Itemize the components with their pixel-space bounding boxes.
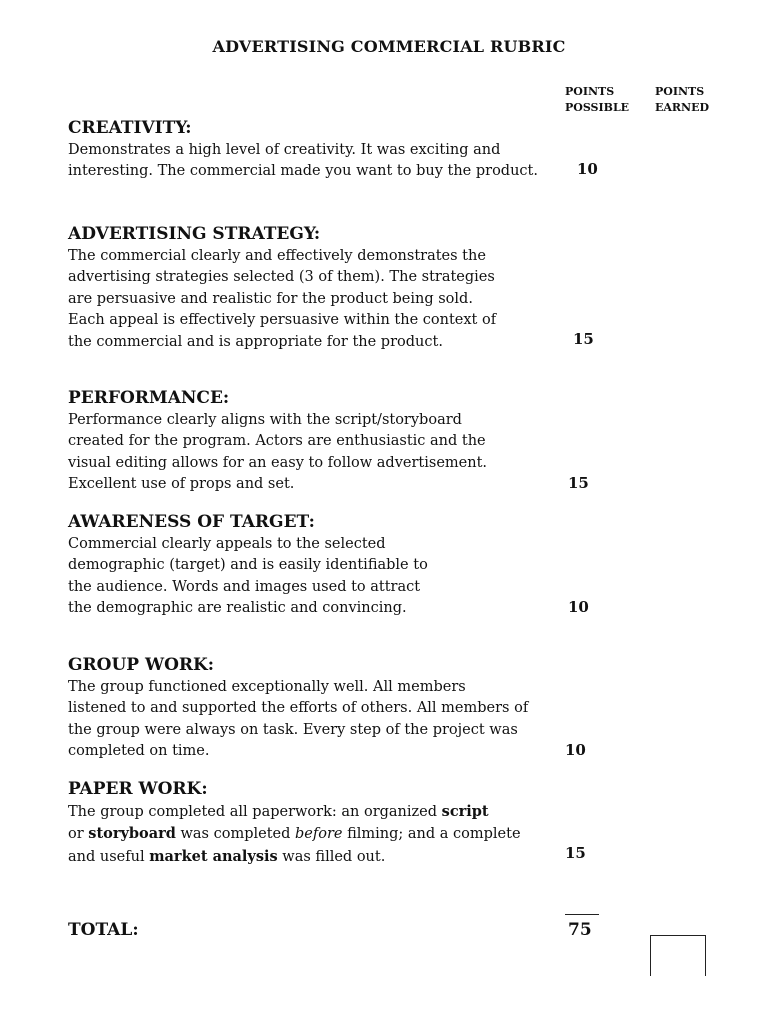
points-paper-work: 15 [565, 844, 586, 862]
section-line: listened to and supported the efforts of others. All members of [68, 700, 529, 717]
section-advertising-strategy [68, 222, 558, 353]
total-value: 75 [568, 920, 592, 940]
section-heading: PAPER WORK: [68, 779, 208, 799]
section-line: are persuasive and realistic for the product being sold. [68, 290, 473, 307]
section-line: Commercial clearly appeals to the selected [68, 536, 386, 552]
section-awareness-of-target [68, 510, 558, 620]
section-paper-work [68, 777, 558, 868]
section-heading: PERFORMANCE: [68, 388, 230, 408]
section-line: created for the program. Actors are enthusiastic and the [68, 433, 486, 450]
section-line: completed on time. [68, 743, 210, 760]
section-group-work [68, 653, 558, 763]
section-line: demographic (target) and is easily identifiable to [68, 557, 428, 574]
section-line: Excellent use of props and set. [68, 476, 295, 493]
section-line: The group completed all paperwork: an organized script [68, 803, 489, 820]
total-label: TOTAL: [68, 920, 139, 940]
points-awareness-of-target: 10 [568, 598, 589, 616]
points-possible-header: POINTS POSSIBLE [565, 85, 630, 114]
section-line: or storyboard was completed before filming; and a complete [68, 825, 521, 843]
section-line: The group functioned exceptionally well. All members [68, 679, 466, 695]
section-line: Each appeal is effectively persuasive within the context of [68, 312, 497, 329]
section-line: the commercial and is appropriate for the product. [68, 333, 443, 350]
section-performance [68, 386, 558, 496]
section-line: the audience. Words and images used to attract [68, 578, 421, 595]
section-heading: AWARENESS OF TARGET: [68, 512, 315, 532]
section-heading: GROUP WORK: [68, 655, 215, 675]
section-line: Demonstrates a high level of creativity. It was exciting and [68, 142, 501, 158]
section-line: advertising strategies selected (3 of them). The strategies [68, 269, 495, 286]
section-line: the group were always on task. Every step of the project was [68, 721, 518, 738]
section-line: visual editing allows for an easy to follow advertisement. [68, 454, 488, 471]
section-line: the demographic are realistic and convincing. [68, 600, 407, 617]
document-title: ADVERTISING COMMERCIAL RUBRIC [212, 37, 566, 56]
section-line: The commercial clearly and effectively demonstrates the [68, 248, 486, 264]
section-line: and useful market analysis was filled out. [68, 847, 386, 865]
points-advertising-strategy: 15 [573, 330, 594, 348]
points-creativity: 10 [577, 160, 598, 178]
section-line: interesting. The commercial made you want to buy the product. [68, 163, 538, 180]
total-underline [565, 914, 599, 915]
section-line: Performance clearly aligns with the script/storyboard [68, 412, 462, 428]
points-performance: 15 [568, 474, 589, 492]
section-heading: CREATIVITY: [68, 118, 192, 138]
points-group-work: 10 [565, 741, 586, 759]
points-earned-total-box [650, 935, 706, 976]
section-heading: ADVERTISING STRATEGY: [68, 224, 321, 244]
section-creativity [68, 116, 558, 183]
points-earned-header: POINTS EARNED [655, 85, 710, 114]
